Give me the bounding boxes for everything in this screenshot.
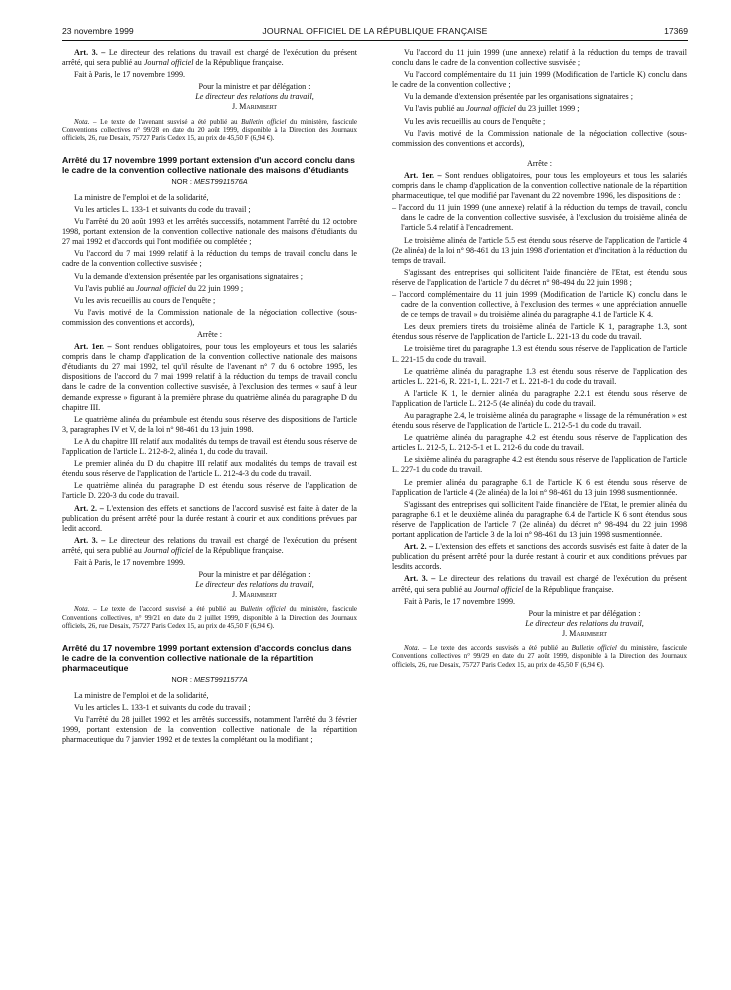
- article-text: L'extension des effets et sanctions des accords susvisés est faite à dater de la publication du présent arrêté pour la durée restant à courir et aux conditions prévues par lesdits accords.: [392, 542, 687, 572]
- article-text: Sont rendues obligatoires, pour tous les employeurs et tous les salariés compris dans le champ d'application de la convention collective nationale des maisons d'étudiants du 27 mai 1992, tel qu'il résulte de l'avenant n° 7 du 6 octobre 1995, les dispositions de l'accord du 7 mai 1999 relatif à la réduction du temps de travail conclu dans le cadre de la convention collective susvisée, à l'exclusion des termes « sauf à leur demande expresse » figurant à la première phrase du quatrième alinéa du paragraphe D du chapitre III.: [62, 342, 357, 412]
- paragraph: Le premier alinéa du D du chapitre III relatif aux modalités du temps de travail est étendu sous réserve de l'application de l'article L. 212-4-3 du code du travail.: [62, 459, 357, 479]
- arrete-1-article-3: [62, 536, 357, 556]
- arrete-label: Arrête :: [527, 158, 552, 168]
- note-text: Le texte de l'avenant susvisé a été publié au: [100, 117, 238, 126]
- paragraph: S'agissant des entreprises qui sollicitent l'aide financière de l'Etat, est étendu sous réserve de l'application de l'article 7 du décret n° 98-494 du 22 juin 1998 ;: [392, 267, 687, 287]
- article-text: L'extension des effets et sanctions de l'accord susvisé est faite à dater de la publication du présent arrêté pour la durée restant à courir et aux conditions prévues par ledit accord.: [62, 503, 357, 533]
- visa-text: Vu l'avis publié au: [74, 283, 135, 293]
- journal-ref: Journal officiel: [473, 584, 524, 594]
- arrete-1-nor: [62, 177, 357, 187]
- paragraph: Au paragraphe 2.4, le troisième alinéa du paragraphe « lissage de la rémunération » est étendu sous réserve de l'application de l'article L. 212-5-1 du code du travail.: [392, 411, 687, 431]
- visa: Vu les articles L. 133-1 et suivants du code du travail ;: [74, 204, 251, 214]
- article-text: de la République française.: [195, 545, 284, 555]
- header-rule: [62, 40, 688, 41]
- article-label: Art. 2. –: [404, 542, 434, 552]
- article-text: Le directeur des relations du travail est chargé de l'exécution du présent arrêté, qui sera publié au: [62, 535, 357, 555]
- visa: Vu l'accord du 7 mai 1999 relatif à la réduction du temps de travail conclu dans le cadre de la convention collective susvisée ;: [62, 249, 357, 269]
- visa: Vu l'accord du 11 juin 1999 (une annexe) relatif à la réduction du temps de travail conclu dans le cadre de la convention collective susvisée ;: [392, 48, 687, 68]
- article-label: Art. 1er. –: [404, 170, 442, 180]
- arrete-1-fait: Fait à Paris, le 17 novembre 1999.: [74, 557, 186, 567]
- visa-avis: [62, 284, 357, 294]
- article-label: Art. 3. –: [404, 574, 436, 584]
- right-column: [392, 48, 687, 978]
- visa: Vu la demande d'extension présentée par les organisations signataires ;: [74, 271, 303, 281]
- article-label: Art. 3. –: [74, 535, 106, 545]
- visa: Vu l'avis motivé de la Commission nationale de la négociation collective (sous-commission des conventions et accords),: [392, 128, 687, 148]
- paragraph: Le quatrième alinéa du paragraphe D est étendu sous réserve de l'application de l'article D. 220-3 du code du travail.: [62, 481, 357, 501]
- arrete-2-signatory: J. Marimbert: [561, 628, 608, 638]
- left-column: [62, 48, 357, 978]
- article-label: Art. 2. –: [74, 503, 104, 513]
- paragraph: Le A du chapitre III relatif aux modalités du temps de travail est étendu sous réserve de l'application de l'article L. 212-8-2, alinéa 1, du code du travail.: [62, 436, 357, 457]
- paragraph: Les deux premiers tirets du troisième alinéa de l'article K 1, paragraphe 1.3, sont étendus sous réserve de l'application de l'article L. 221-13 du code du travail.: [392, 322, 687, 342]
- visa: Vu l'arrêté du 20 août 1993 et les arrêtés successifs, notamment l'arrêté du 12 octobre 1998, portant extension de la convention collective nationale des maisons d'étudiants du 27 mai 1992 et d'accords qui l'ont modifiée ou complétée ;: [62, 217, 357, 247]
- arrete-1-pour: Pour la ministre et par délégation :: [198, 570, 311, 580]
- visa: Vu l'avis motivé de la Commission nationale de la négociation collective (sous-commission des conventions et accords),: [62, 307, 357, 327]
- article-label: Art. 1er. –: [74, 342, 112, 352]
- arrete-2-article-2: [392, 542, 687, 572]
- article-text: de la République française.: [195, 58, 284, 68]
- visa-text: du 23 juillet 1999 ;: [517, 104, 580, 114]
- visa-avis: [392, 104, 687, 114]
- journal-ref: Journal officiel: [466, 104, 516, 114]
- arrete-label: Arrête :: [197, 330, 222, 339]
- dash-item: – l'accord complémentaire du 11 juin 1999 (Modification de l'article K) conclu dans le cadre de la convention collective, à l'exclusion des termes « une appréciation annuelle de ce temps de travail » du troisième alinéa du paragraphe 4.1 de l'article K 4.: [392, 289, 687, 320]
- article-text: Sont rendues obligatoires, pour tous les employeurs et tous les salariés compris dans le champ d'application de la convention collective nationale de la répartition pharmaceutique, tel que modifié par l'avenant du 22 novembre 1996, les dispositions de :: [392, 170, 687, 201]
- prev-signatory: J. Marimbert: [231, 102, 278, 112]
- arrete-1-signatory: J. Marimbert: [231, 590, 278, 600]
- visa: Vu l'accord complémentaire du 11 juin 1999 (Modification de l'article K) conclu dans le cadre de la convention collective ;: [392, 70, 687, 90]
- header-date: 23 novembre 1999: [62, 26, 134, 36]
- arrete-2-director: Le directeur des relations du travail,: [525, 618, 644, 628]
- note-label: Nota. –: [74, 117, 97, 126]
- prev-pour: Pour la ministre et par délégation :: [198, 82, 311, 92]
- arrete-2-article-3: [392, 574, 687, 594]
- journal-ref: Journal officiel: [136, 283, 186, 293]
- journal-ref: Journal officiel: [143, 58, 194, 68]
- page-header: [62, 26, 688, 40]
- visa: Vu les articles L. 133-1 et suivants du code du travail ;: [74, 702, 251, 712]
- prev-article-3: [62, 48, 357, 68]
- journal-ref: Journal officiel: [143, 545, 194, 555]
- bulletin-ref: Bulletin officiel: [241, 117, 287, 126]
- arrete-2-title: Arrêté du 17 novembre 1999 portant extension d'accords conclus dans le cadre de la convention collective nationale de la répartition pharmaceutique: [62, 642, 352, 673]
- paragraph: Le quatrième alinéa du paragraphe 1.3 est étendu sous réserve de l'application des articles L. 221-6, R. 221-1, L. 221-7 et L. 221-8-1 du code du travail.: [392, 366, 687, 386]
- arrete-2-fait: Fait à Paris, le 17 novembre 1999.: [404, 596, 516, 606]
- paragraph: Le quatrième alinéa du paragraphe 4.2 est étendu sous réserve de l'application des articles L. 212-5, L. 212-5-1 et L. 212-6 du code du travail.: [392, 433, 687, 453]
- arrete-2-pour: Pour la ministre et par délégation :: [528, 608, 641, 618]
- visa: La ministre de l'emploi et de la solidarité,: [74, 690, 209, 700]
- arrete-1-note: [62, 605, 357, 630]
- bulletin-ref: Bulletin officiel: [240, 605, 286, 614]
- arrete-1-article-1: [62, 342, 357, 413]
- nor-code: MEST9911577A: [193, 674, 248, 684]
- prev-fait: Fait à Paris, le 17 novembre 1999.: [74, 70, 186, 80]
- visa-text: Vu l'avis publié au: [404, 104, 465, 114]
- paragraph: Le troisième alinéa de l'article 5.5 est étendu sous réserve de l'application de l'article 4 (2e alinéa) de la loi n° 98-461 du 13 juin 1998 d'orientation et d'incitation à la réduction du temps de travail.: [392, 235, 687, 265]
- paragraph: S'agissant des entreprises qui sollicitent l'aide financière de l'Etat, le premier alinéa du paragraphe 6.1 et le deuxième alinéa du paragraphe 6.4 de l'article K 6 sont étendus sous réserve de l'application de l'article 7 (2e alinéa) du décret n° 98-494 du 22 juin 1998 portant application de l'article 3 de la loi n° 98-461 du 13 juin 1998 susmentionnée.: [392, 499, 687, 540]
- note-text: Le texte de l'accord susvisé a été publié au: [100, 605, 237, 614]
- arrete-1-article-2: [62, 504, 357, 534]
- page-number: 17369: [664, 26, 688, 36]
- article-text: Le directeur des relations du travail est chargé de l'exécution du présent arrêté, qui sera publié au: [392, 574, 687, 594]
- visa-text: du 22 juin 1999 ;: [187, 283, 244, 293]
- arrete-1-title: Arrêté du 17 novembre 1999 portant extension d'un accord conclu dans le cadre de la convention collective nationale des maisons d'étudiants: [62, 154, 355, 175]
- arrete-2-nor: [62, 675, 357, 685]
- note-text: du ministère, fascicule Conventions collectives n° 99/28 en date du 20 août 1999, disponible à la Direction des Journaux officiels, 26, rue Desaix, 75727 Paris Cedex 15, au prix de 45,50 F (6,94 €).: [62, 117, 357, 143]
- visa: Vu la demande d'extension présentée par les organisations signataires ;: [404, 92, 633, 102]
- bulletin-ref: Bulletin officiel: [571, 643, 617, 652]
- visa: Vu l'arrêté du 28 juillet 1992 et les arrêtés successifs, notamment l'arrêté du 3 février 1999, portant extension de la convention collective nationale de la répartition pharmaceutique du 7 janvier 1992 et de textes la complétant ou la modifiant ;: [62, 714, 357, 745]
- visa: Vu les avis recueillis au cours de l'enquête ;: [404, 116, 546, 126]
- note-label: Nota. –: [74, 605, 97, 614]
- nor-label: NOR :: [171, 674, 192, 684]
- paragraph: Le troisième tiret du paragraphe 1.3 est étendu sous réserve de l'application de l'article L. 221-15 du code du travail.: [392, 344, 687, 364]
- dash-item: – l'accord du 11 juin 1999 (une annexe) relatif à la réduction du temps de travail, conclu dans le cadre de la convention collective susvisée, à l'exclusion du troisième alinéa de l'article 5.4 relatif à l'encadrement.: [392, 203, 687, 233]
- note-text: Le texte des accords susvisés a été publié au: [429, 643, 569, 652]
- visa: La ministre de l'emploi et de la solidarité,: [74, 192, 209, 202]
- article-label: Art. 3. –: [74, 48, 106, 57]
- spacer: [392, 151, 687, 159]
- nor-code: MEST9911576A: [193, 176, 248, 186]
- prev-note: [62, 118, 357, 143]
- prev-director: Le directeur des relations du travail,: [195, 92, 314, 102]
- article-text: Le directeur des relations du travail est chargé de l'exécution du présent arrêté, qui sera publié au: [62, 48, 357, 68]
- arrete-2-article-1: [392, 171, 687, 201]
- paragraph: A l'article K 1, le dernier alinéa du paragraphe 2.2.1 est étendu sous réserve de l'application de l'article L. 212-5 (4e alinéa) du code du travail.: [392, 388, 687, 408]
- paragraph: Le quatrième alinéa du préambule est étendu sous réserve des dispositions de l'article 3, paragraphes IV et V, de la loi n° 98-461 du 13 juin 1998.: [62, 414, 357, 434]
- paragraph: Le sixième alinéa du paragraphe 4.2 est étendu sous réserve de l'application de l'article L. 227-1 du code du travail.: [392, 455, 687, 475]
- nor-label: NOR :: [171, 176, 192, 186]
- article-text: de la République française.: [525, 584, 614, 594]
- note-label: Nota. –: [404, 643, 427, 652]
- arrete-1-director: Le directeur des relations du travail,: [195, 580, 314, 590]
- paragraph: Le premier alinéa du paragraphe 6.1 de l'article K 6 est étendu sous réserve de l'application de l'article 4 (2e alinéa) de la loi n° 98-461 du 13 juin 1998 susmentionnée.: [392, 477, 687, 497]
- note-text: du ministère, fascicule Conventions collectives n° 99/29 en date du 27 août 1999, disponible à la Direction des Journaux officiels, 26, rue Desaix, 75727 Paris Cedex 15, au prix de 45,50 F (6,94 €).: [392, 643, 687, 669]
- note-text: du ministère, fascicule Conventions collectives, n° 99/21 en date du 2 juillet 1999, disponible à la Direction des Journaux officiels, 26, rue Desaix, 75727 Paris Cedex 15, au prix de 45,50 F (6,94 €).: [62, 605, 357, 631]
- visa: Vu les avis recueillis au cours de l'enquête ;: [74, 295, 216, 305]
- arrete-2-note: [392, 644, 687, 669]
- journal-title: JOURNAL OFFICIEL DE LA RÉPUBLIQUE FRANÇAISE: [262, 26, 488, 36]
